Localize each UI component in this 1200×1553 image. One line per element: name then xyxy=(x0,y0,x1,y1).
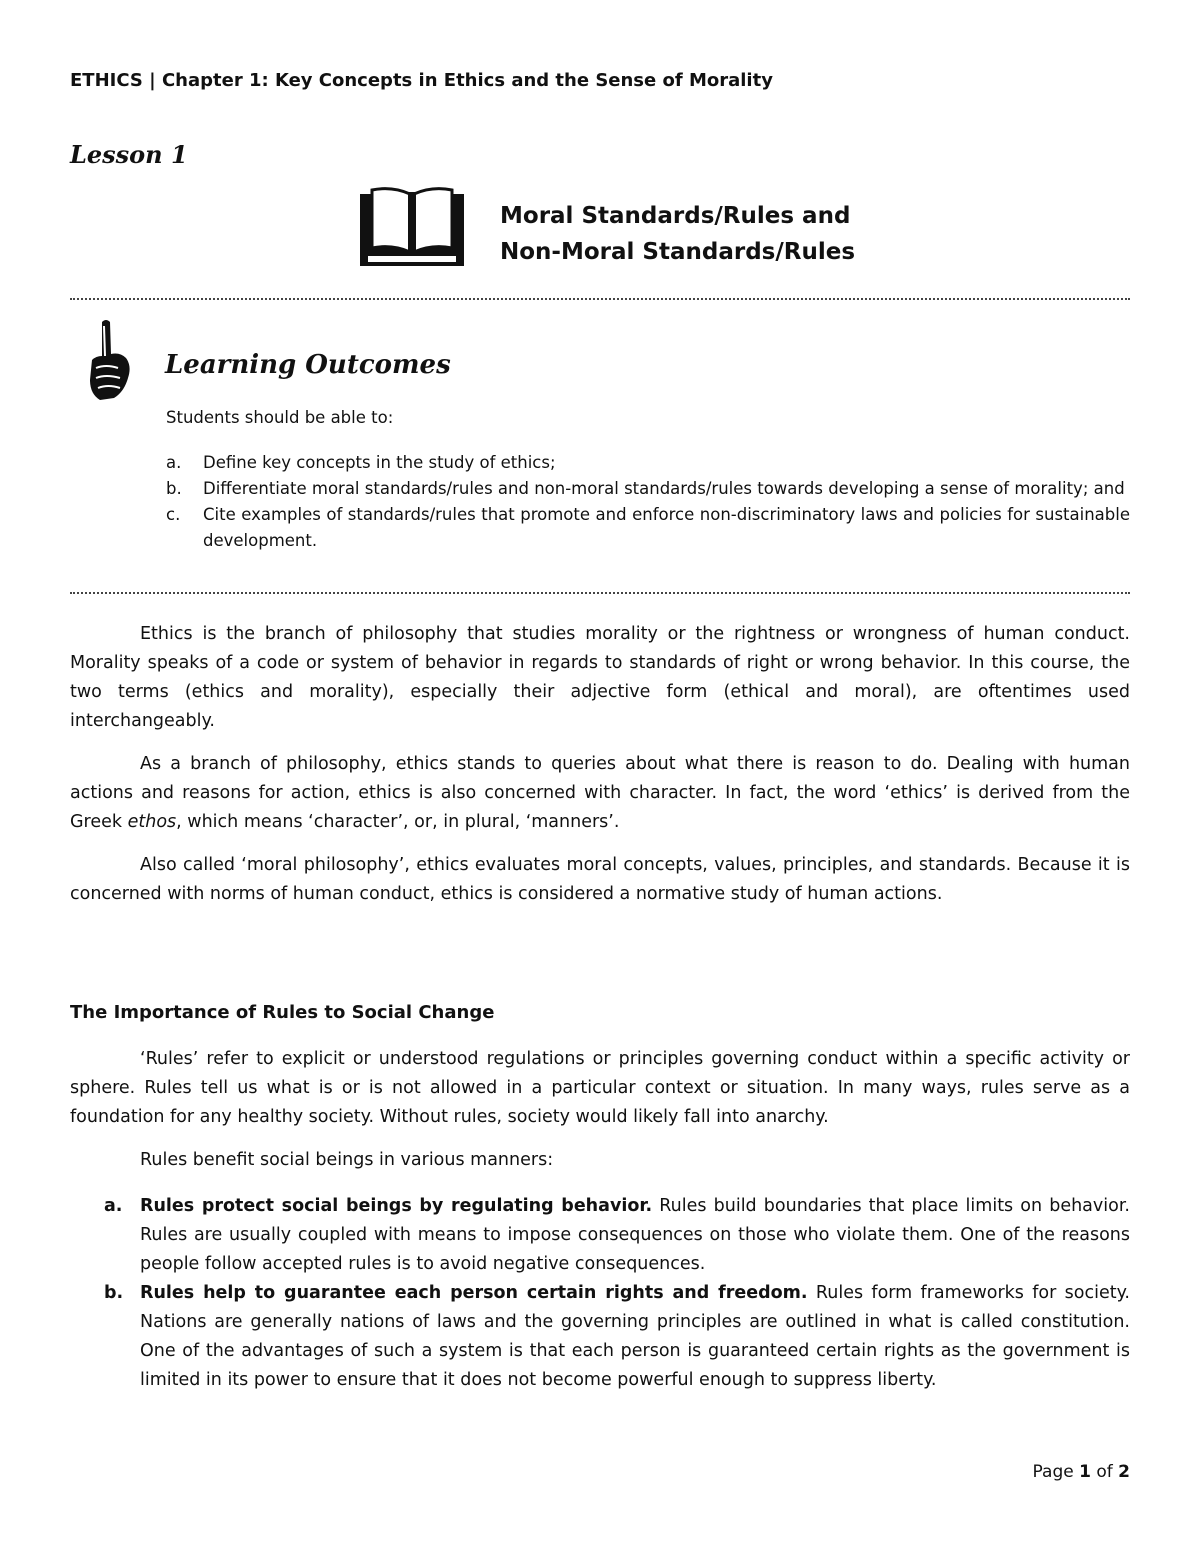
list-item xyxy=(166,502,1130,554)
page-separator: of xyxy=(1090,1462,1119,1482)
benefit-text: Rules form frameworks for society. Nations are generally nations of laws and the governing principles are outlined in what is called constitution. One of the advantages of such a system is that each person is guaranteed certain rights as the government is limited in its power to ensure that it does not become powerful enough to suppress liberty. xyxy=(140,1283,1130,1390)
pointing-hand-icon xyxy=(84,318,134,404)
learning-outcomes-intro: Students should be able to: xyxy=(166,408,394,427)
learning-outcomes-heading: Learning Outcomes xyxy=(165,350,451,380)
list-item xyxy=(166,476,1130,502)
intro-body xyxy=(70,620,1130,923)
paragraph xyxy=(70,750,1130,837)
paragraph: Also called ‘moral philosophy’, ethics evaluates moral concepts, values, principles, and standards. Because it is concerned with norms of human conduct, ethics is considered a normative study of human actions. xyxy=(70,855,1130,904)
list-item-text: Cite examples of standards/rules that promote and enforce non-discriminatory laws and policies for sustainable development. xyxy=(203,505,1130,550)
benefits-intro: Rules benefit social beings in various manners: xyxy=(140,1150,554,1170)
list-item xyxy=(70,1279,1130,1395)
learning-outcomes-list xyxy=(166,450,1130,554)
lesson-title xyxy=(500,198,855,270)
page-prefix: Page xyxy=(1032,1462,1080,1482)
list-marker: c. xyxy=(166,505,181,524)
lesson-label: Lesson 1 xyxy=(70,140,188,169)
benefit-title: Rules protect social beings by regulating behavior. xyxy=(140,1196,653,1216)
dotted-divider xyxy=(70,298,1130,300)
benefit-text: Rules build boundaries that place limits on behavior. Rules are usually coupled with means to impose consequences on those who violate them. One of the reasons people follow accepted rules is to avoid negative consequences. xyxy=(140,1196,1130,1274)
paragraph-text: As a branch of philosophy, ethics stands to queries about what there is reason to do. Dealing with human actions and reasons for action, ethics is also concerned with character. In fact, the word ‘ethics’ is derived from the Greek xyxy=(70,754,1130,832)
list-marker: b. xyxy=(104,1283,124,1303)
list-item xyxy=(70,1192,1130,1279)
book-icon xyxy=(358,186,466,270)
list-item xyxy=(166,450,1130,476)
paragraph: Ethics is the branch of philosophy that studies morality or the rightness or wrongness of human conduct. Morality speaks of a code or system of behavior in regards to standards of right or wrong behavior. In this course, the two terms (ethics and morality), especially their adjective form (ethical and moral), are oftentimes used interchangeably. xyxy=(70,624,1130,731)
page-total: 2 xyxy=(1118,1462,1130,1482)
benefits-list xyxy=(70,1192,1130,1395)
lesson-title-line1: Moral Standards/Rules and xyxy=(500,203,851,229)
greek-term: ethos xyxy=(127,812,177,832)
list-marker: a. xyxy=(104,1196,123,1216)
benefit-title: Rules help to guarantee each person certain rights and freedom. xyxy=(140,1283,808,1303)
list-item-text: Differentiate moral standards/rules and non-moral standards/rules towards developing a sense of morality; and xyxy=(203,479,1125,498)
paragraph: ‘Rules’ refer to explicit or understood regulations or principles governing conduct within a specific activity or sphere. Rules tell us what is or is not allowed in a particular context or situation. In many ways, rules serve as a foundation for any healthy society. Without rules, society would likely fall into anarchy. xyxy=(70,1049,1130,1127)
page-header: ETHICS | Chapter 1: Key Concepts in Ethics and the Sense of Morality xyxy=(70,70,773,91)
paragraph-text: , which means ‘character’, or, in plural, ‘manners’. xyxy=(176,812,620,832)
page-current: 1 xyxy=(1079,1462,1091,1482)
lesson-title-line2: Non-Moral Standards/Rules xyxy=(500,239,856,265)
list-item-text: Define key concepts in the study of ethics; xyxy=(203,453,556,472)
dotted-divider xyxy=(70,592,1130,594)
list-marker: b. xyxy=(166,479,182,498)
list-marker: a. xyxy=(166,453,182,472)
page-number xyxy=(1033,1462,1130,1482)
section-heading: The Importance of Rules to Social Change xyxy=(70,1002,495,1023)
